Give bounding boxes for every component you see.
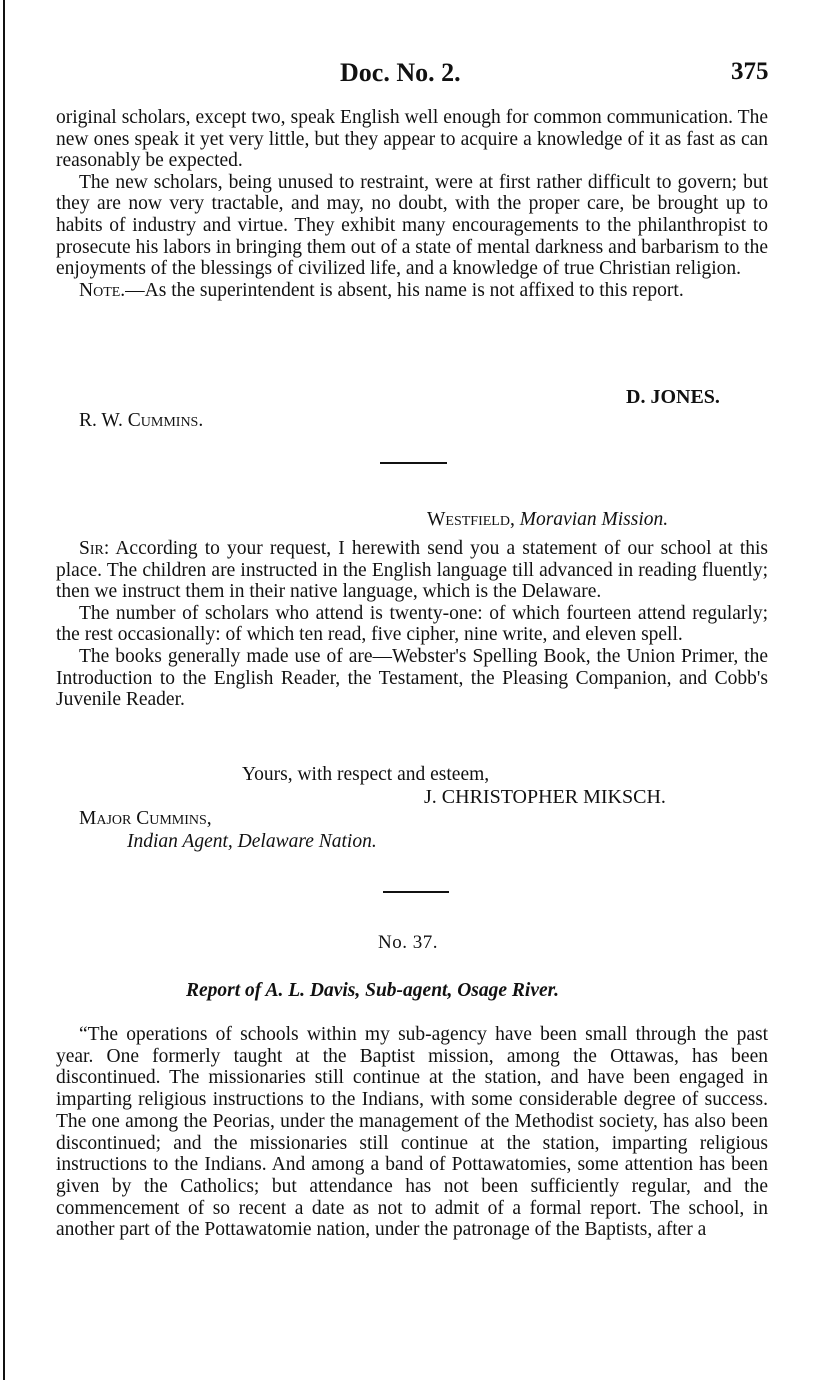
addressee-name: Major Cummins,: [79, 808, 212, 829]
report-body: [56, 1024, 768, 1241]
note-text: —As the superintendent is absent, his name is not affixed to this report.: [125, 279, 684, 301]
note-label: Note.: [79, 279, 126, 301]
letter1-paragraph: The new scholars, being unused to restraint, were at first rather difficult to govern; but they are now very tractable, and may, no doubt, with the proper care, be brought up to habits of industry and virtue. They exhibit many encouragements to the philanthropist to prosecute his labors in bringing them out of a state of mental darkness and barbarism to the enjoyments of the blessings of civilized life, and a knowledge of true Christian religion.: [56, 171, 768, 280]
signature-miksch: J. CHRISTOPHER MIKSCH.: [424, 786, 666, 808]
report-paragraph: “The operations of schools within my sub-agency have been small through the past year. One formerly taught at the Baptist mission, among the Ottawas, has been discontinued. The missionaries still continue at the station, and have been engaged in imparting religious instructions to the Indians, with some considerable degree of success. The one among the Peorias, under the management of the Methodist society, has also been discontinued; and the missionaries still continue at the station, imparting religious instructions to the Indians. And among a band of Pottawatomies, some attention has been given by the Catholics; but attendance has not been sufficiently regular, and the commencement of so recent a date as not to admit of a formal report. The school, in another part of the Pottawatomie nation, under the patronage of the Baptists, after a: [56, 1024, 768, 1241]
section-title: Report of A. L. Davis, Sub-agent, Osage River.: [186, 980, 560, 1001]
section-divider: [380, 462, 447, 464]
page-number: 375: [731, 58, 769, 85]
letter2-paragraph: [56, 538, 768, 603]
place-name: Westfield,: [427, 509, 515, 530]
addressee-title: Indian Agent, Delaware Nation.: [127, 831, 377, 852]
section-divider: [383, 891, 449, 893]
letter2-text: According to your request, I herewith send you a statement of our school at this place. The children are instructed in the English language till advanced in reading fluently; then we instruct them in their native language, which is the Delaware.: [56, 538, 768, 603]
closing-line: Yours, with respect and esteem,: [242, 764, 490, 785]
letter2-dateline: [427, 509, 668, 531]
signature-jones: D. JONES.: [626, 386, 720, 408]
addressee-cummins: R. W. Cummins.: [79, 410, 204, 431]
page-edge-line: [3, 0, 5, 1380]
letter1-body: [56, 107, 768, 301]
salutation: Sir:: [79, 538, 110, 559]
doc-label: Doc. No. 2.: [340, 58, 461, 87]
letter2-body: [56, 538, 768, 711]
letter1-paragraph: original scholars, except two, speak English well enough for common communication. The new ones speak it yet very little, but they appear to acquire a knowledge of it as fast as can reasonably be expected.: [56, 107, 768, 172]
running-header: [0, 58, 821, 94]
section-number: No. 37.: [378, 932, 438, 953]
mission-name: Moravian Mission.: [519, 509, 669, 530]
letter2-paragraph: The books generally made use of are—Webster's Spelling Book, the Union Primer, the Introduction to the English Reader, the Testament, the Pleasing Companion, and Cobb's Juvenile Reader.: [56, 645, 768, 711]
note-paragraph: [56, 280, 768, 302]
letter2-paragraph: The number of scholars who attend is twenty-one: of which fourteen attend regularly; the rest occasionally: of which ten read, five cipher, nine write, and eleven spell.: [56, 602, 768, 646]
